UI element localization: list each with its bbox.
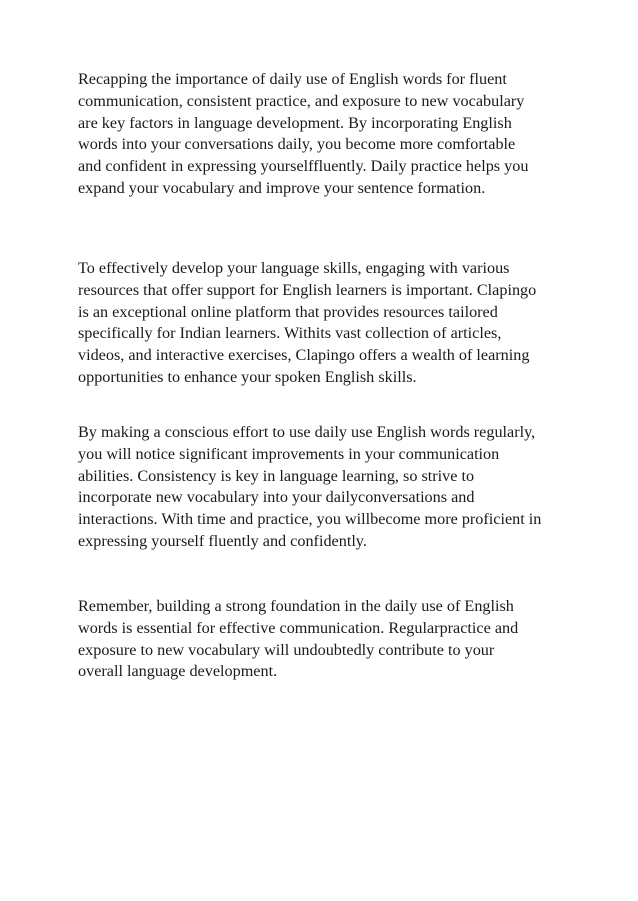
paragraph-resources <box>78 258 578 389</box>
paragraph-line: communication, consistent practice, and exposure to new vocabulary <box>78 91 525 110</box>
paragraph-line: By making a conscious effort to use daily use English words regularly, <box>78 423 536 441</box>
paragraph-consistency <box>78 422 578 553</box>
paragraph-line: exposure to new vocabulary will undoubtedly contribute to your <box>78 640 495 659</box>
paragraph-line: words into your conversations daily, you become more comfortable <box>78 135 516 154</box>
paragraph-line: words is essential for effective communication. Regularpractice and <box>78 618 519 637</box>
paragraph-line: Recapping the importance of daily use of English words for fluent <box>78 70 507 88</box>
paragraph-line: videos, and interactive exercises, Clapingo offers a wealth of learning <box>78 346 530 365</box>
paragraph-line: expand your vocabulary and improve your sentence formation. <box>78 178 486 197</box>
paragraph-line: and confident in expressing yourselffluently. Daily practice helps you <box>78 157 529 176</box>
paragraph-line: is an exceptional online platform that provides resources tailored <box>78 302 498 321</box>
paragraph-line: opportunities to enhance your spoken English skills. <box>78 367 417 386</box>
paragraph-foundation <box>78 596 578 683</box>
paragraph-line: expressing yourself fluently and confidently. <box>78 531 367 550</box>
paragraph-line: overall language development. <box>78 662 278 681</box>
paragraph-recap <box>78 69 578 200</box>
paragraph-line: incorporate new vocabulary into your dailyconversations and <box>78 488 475 507</box>
paragraph-line: interactions. With time and practice, you willbecome more proficient in <box>78 510 542 529</box>
paragraph-line: To effectively develop your language skills, engaging with various <box>78 259 510 277</box>
paragraph-line: specifically for Indian learners. Withits vast collection of articles, <box>78 324 502 343</box>
paragraph-line: are key factors in language development. By incorporating English <box>78 113 512 132</box>
paragraph-line: resources that offer support for English learners is important. Clapingo <box>78 280 537 299</box>
paragraph-line: you will notice significant improvements in your communication <box>78 444 500 463</box>
paragraph-line: Remember, building a strong foundation in the daily use of English <box>78 597 514 615</box>
paragraph-line: abilities. Consistency is key in language learning, so strive to <box>78 466 475 485</box>
